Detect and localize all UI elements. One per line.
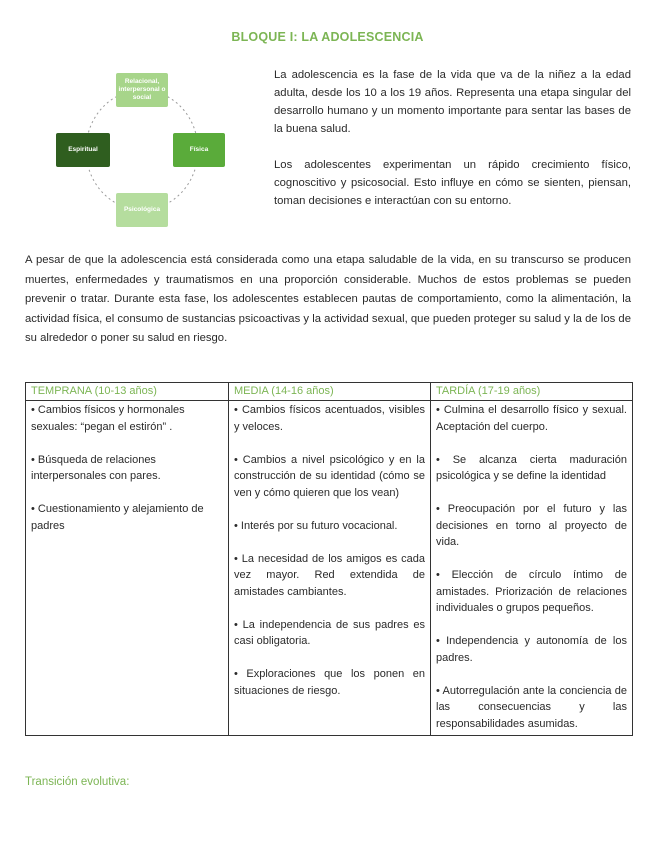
table-row (26, 401, 633, 736)
intro-paragraph: La adolescencia es la fase de la vida que va de la niñez a la edad adulta, desde los 10 a los 19 años. Representa una etapa singular del desarrollo humano y un momento importante para sentar las bases de la buena salud. (274, 69, 631, 135)
body-paragraph: A pesar de que la adolescencia está considerada como una etapa saludable de la vida, en su transcurso se producen muertes, enfermedades y traumatismos en una proporción considerable. Muchos de estos problemas se pueden prevenir o tratar. Durante esta fase, los adolescentes establecen pautas de comportamiento, como la alimentación, la actividad física, el consumo de sustancias psicoactivas y la actividad sexual, que pueden proteger su salud y la de los de su alrededor o poner su salud en riesgo. (25, 254, 631, 344)
column-temprana (26, 401, 229, 736)
node-relacional: Relacional, interpersonal o social (116, 73, 168, 107)
column-header-temprana: TEMPRANA (10-13 años) (26, 383, 229, 401)
list-item: • Cuestionamiento y alejamiento de padres (31, 503, 204, 532)
column-header-tardia: TARDÍA (17-19 años) (431, 383, 633, 401)
node-psicologica: Psicológica (116, 193, 168, 227)
adolescence-dimensions-diagram (50, 70, 240, 230)
list-item: • Búsqueda de relaciones interpersonales con pares. (31, 453, 161, 482)
adolescence-stages-table (25, 382, 633, 736)
section-subheading: Transición evolutiva: (25, 776, 130, 788)
table-header-row (26, 383, 633, 401)
intro-text (274, 66, 631, 228)
list-item: • Interés por su futuro vocacional. (234, 519, 398, 532)
list-item: • Cambios físicos y hormonales sexuales: “pegan el estirón” . (31, 404, 185, 433)
page-title: BLOQUE I: LA ADOLESCENCIA (231, 30, 424, 44)
list-item: • Autorregulación ante la conciencia de las consecuencias y las responsabilidades asumidas. (436, 684, 627, 730)
column-header-media: MEDIA (14-16 años) (229, 383, 431, 401)
list-item: • Exploraciones que los ponen en situaciones de riesgo. (234, 668, 425, 697)
list-item: • Preocupación por el futuro y las decisiones en torno al proyecto de vida. (436, 503, 627, 548)
intro-paragraph: Los adolescentes experimentan un rápido crecimiento físico, cognoscitivo y psicosocial. Esto influye en cómo se sienten, piensan, toman decisiones e interactúan con su entorno. (274, 159, 631, 207)
node-espiritual: Espiritual (56, 133, 110, 167)
list-item: • Culmina el desarrollo físico y sexual. Aceptación del cuerpo. (436, 404, 627, 433)
column-media (229, 401, 431, 736)
node-fisica: Física (173, 133, 225, 167)
column-tardia (431, 401, 633, 736)
list-item: • Elección de círculo íntimo de amistades. Priorización de relaciones individuales o grupos pequeños. (436, 569, 627, 614)
list-item: • Independencia y autonomía de los padres. (436, 635, 627, 664)
list-item: • Cambios a nivel psicológico y en la construcción de su identidad (cómo se ven y cómo quieren que los vean) (234, 453, 425, 499)
list-item: • La independencia de sus padres es casi obligatoria. (234, 618, 425, 647)
list-item: • Cambios físicos acentuados, visibles y veloces. (234, 404, 425, 433)
list-item: • Se alcanza cierta maduración psicológica y se define la identidad (436, 453, 627, 482)
list-item: • La necesidad de los amigos es cada vez mayor. Red extendida de amistades cambiantes. (234, 552, 425, 598)
